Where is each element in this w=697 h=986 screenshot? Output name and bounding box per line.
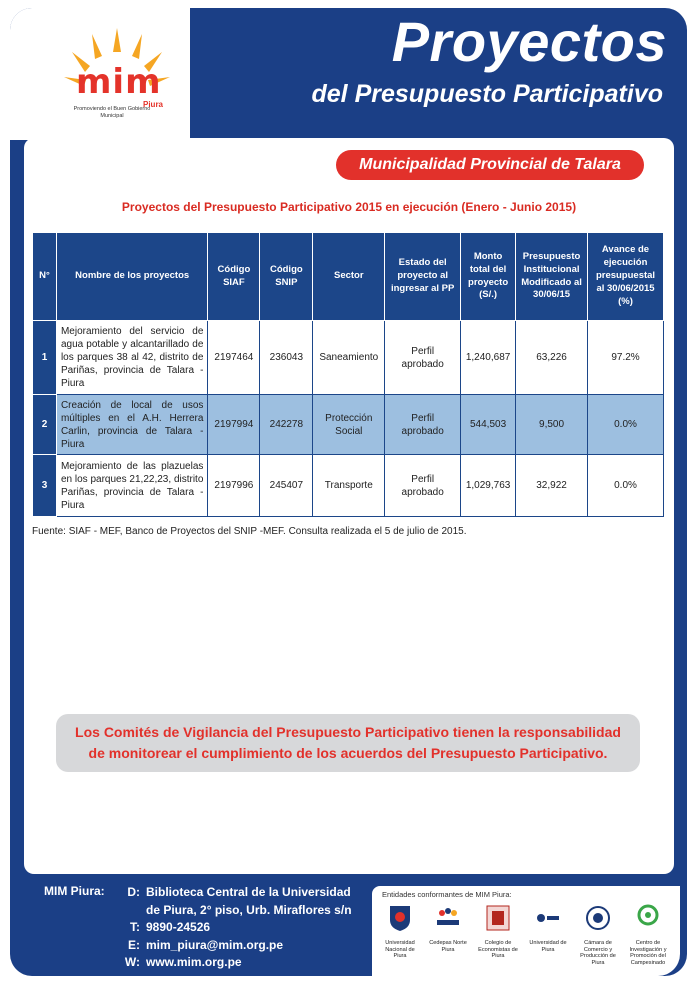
camara-seal-icon: [585, 904, 611, 932]
entity-camara: Cámara de Comercio y Producción de Piura: [576, 904, 620, 967]
pim: 32,922: [516, 455, 588, 517]
pim: 63,226: [516, 321, 588, 395]
header-siaf: Código SIAF: [208, 233, 260, 321]
row-number: 2: [33, 395, 57, 455]
row-number: 3: [33, 455, 57, 517]
code-snip: 245407: [260, 455, 313, 517]
sector: Transporte: [313, 455, 385, 517]
monto: 544,503: [461, 395, 516, 455]
projects-table: [32, 232, 664, 517]
code-siaf: 2197464: [208, 321, 260, 395]
row-number: 1: [33, 321, 57, 395]
header-name: Nombre de los proyectos: [56, 233, 207, 321]
logo-tagline: Promoviendo el Buen Gobierno Municipal: [73, 106, 151, 119]
phone-key: T:: [130, 920, 140, 934]
address-line-2: de Piura, 2° piso, Urb. Miraflores s/n: [146, 902, 352, 917]
source-note: Fuente: SIAF - MEF, Banco de Proyectos del SNIP -MEF. Consulta realizada el 5 de julio de 2015.: [32, 526, 467, 537]
cipca-logo-icon: [635, 904, 661, 932]
udep-logo-icon: [535, 904, 561, 932]
email-key: E:: [128, 937, 140, 952]
contact-label: MIM Piura:: [44, 884, 105, 898]
code-siaf: 2197994: [208, 395, 260, 455]
table-row: [33, 395, 664, 455]
entity-unp: Universidad Nacional de Piura: [378, 904, 422, 960]
entity-cipca: Centro de Investigación y Promoción del Campesinado: [626, 904, 670, 967]
entity-cedepas: Cedepas Norte Piura: [426, 904, 470, 953]
sector: Saneamiento: [313, 321, 385, 395]
estado: Perfil aprobado: [385, 455, 461, 517]
contact-block: [114, 884, 352, 972]
entities-box: [372, 886, 680, 976]
email-link[interactable]: mim_piura@mim.org.pe: [146, 937, 284, 952]
website-link[interactable]: www.mim.org.pe: [146, 955, 242, 969]
logo-wordmark: mim: [76, 62, 162, 102]
header-monto: Monto total del proyecto (S/.): [461, 233, 516, 321]
header-estado: Estado del proyecto al ingresar al PP: [385, 233, 461, 321]
table-row: [33, 321, 664, 395]
avance: 0.0%: [588, 455, 664, 517]
colegio-seal-icon: [485, 904, 511, 932]
estado: Perfil aprobado: [385, 395, 461, 455]
web-key: W:: [124, 955, 140, 969]
entity-colegio: Colegio de Economistas de Piura: [476, 904, 520, 960]
page-title: Proyectos: [391, 10, 667, 73]
vigilance-notice: [56, 714, 640, 772]
phone: 9890-24526: [146, 920, 211, 934]
monto: 1,240,687: [461, 321, 516, 395]
code-snip: 236043: [260, 321, 313, 395]
sector: Protección Social: [313, 395, 385, 455]
notice-line-2: de monitorear el cumplimiento de los acuerdos del Presupuesto Participativo.: [88, 745, 608, 761]
unp-shield-icon: [387, 904, 413, 932]
address-key: D:: [127, 885, 140, 899]
entities-title: Entidades conformantes de MIM Piura:: [382, 890, 512, 899]
header-pim: Presupuesto Institucional Modificado al 30/06/15: [516, 233, 588, 321]
page-subtitle: del Presupuesto Participativo: [311, 80, 663, 108]
header-sector: Sector: [313, 233, 385, 321]
pim: 9,500: [516, 395, 588, 455]
monto: 1,029,763: [461, 455, 516, 517]
estado: Perfil aprobado: [385, 321, 461, 395]
code-siaf: 2197996: [208, 455, 260, 517]
notice-line-1: Los Comités de Vigilancia del Presupuesto Participativo tienen la responsabilidad: [75, 724, 621, 740]
avance: 97.2%: [588, 321, 664, 395]
project-name: Mejoramiento de las plazuelas en los parques 21,22,23, distrito Pariñas, provincia de Talara - Piura: [56, 455, 207, 517]
municipality-badge: Municipalidad Provincial de Talara: [336, 150, 644, 180]
header-avance: Avance de ejecución presupuestal al 30/06/2015 (%): [588, 233, 664, 321]
code-snip: 242278: [260, 395, 313, 455]
table-row: [33, 455, 664, 517]
entity-udep: Universidad de Piura: [526, 904, 570, 953]
table-header-row: [33, 233, 664, 321]
header-n: N°: [33, 233, 57, 321]
project-name: Creación de local de usos múltiples en el A.H. Herrera Carlin, provincia de Talara - Piura: [56, 395, 207, 455]
header-snip: Código SNIP: [260, 233, 313, 321]
table-title: Proyectos del Presupuesto Participativo 2015 en ejecución (Enero - Junio 2015): [121, 200, 577, 214]
cedepas-logo-icon: [435, 904, 461, 932]
address-line-1: Biblioteca Central de la Universidad: [146, 885, 351, 899]
avance: 0.0%: [588, 395, 664, 455]
logo-piura: Piura: [143, 100, 164, 109]
project-name: Mejoramiento del servicio de agua potable y alcantarillado de los parques 38 al 42, distrito de Pariñas, provincia de Talara - Piura: [56, 321, 207, 395]
